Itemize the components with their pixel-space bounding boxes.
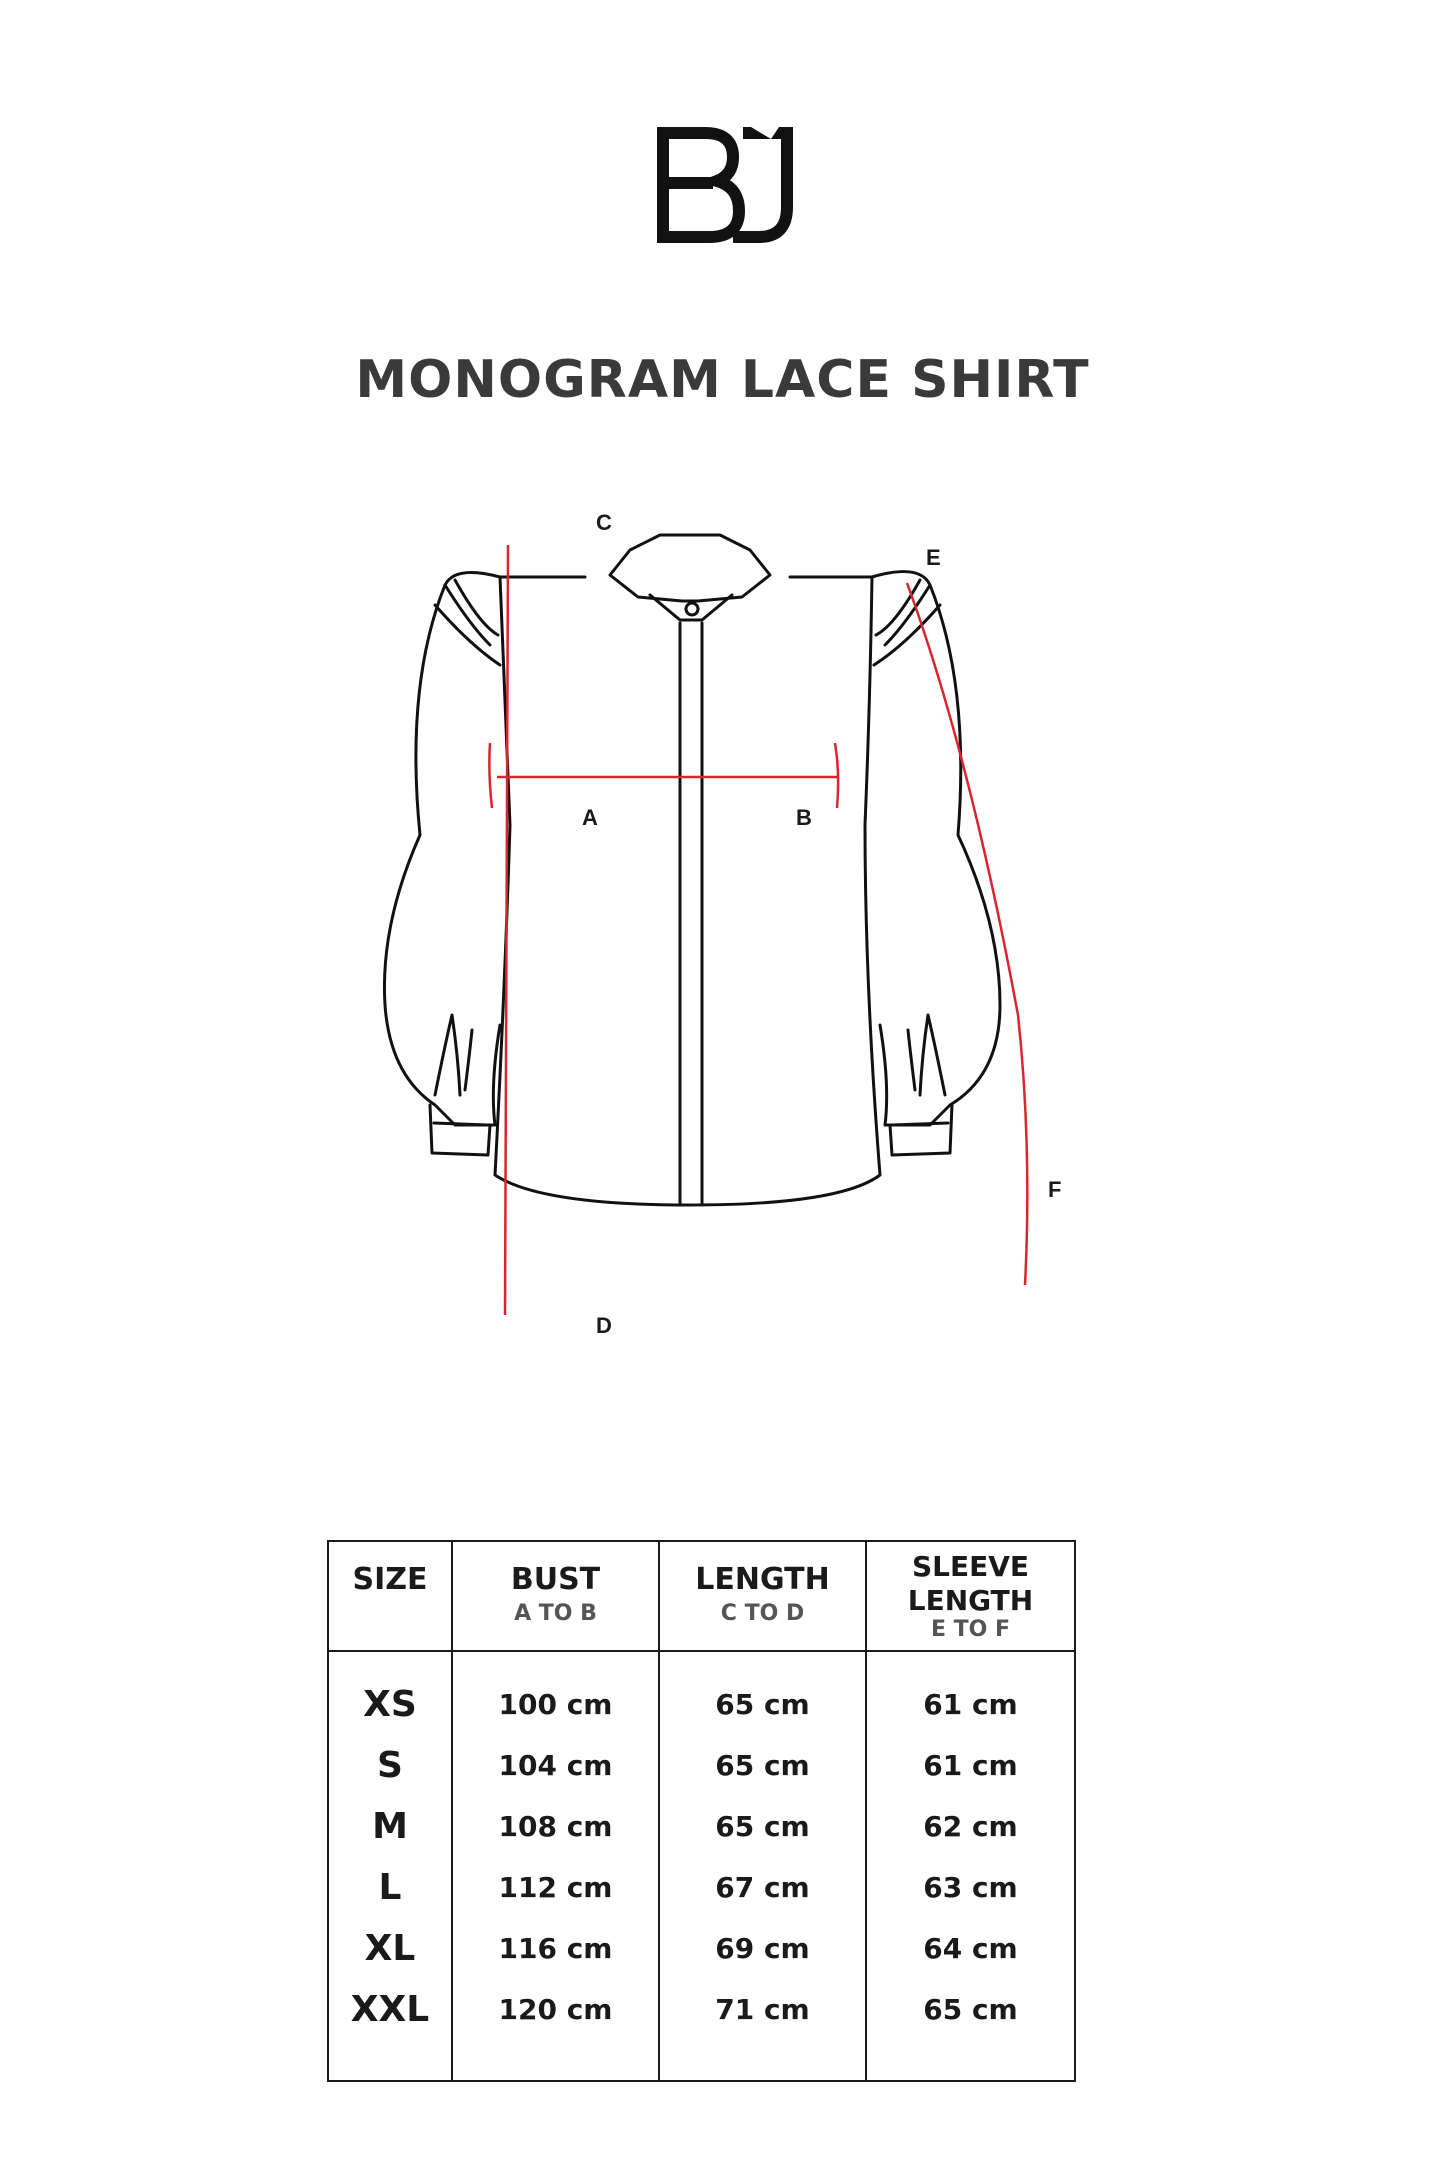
size-cell: XXL [328,1979,452,2040]
label-c: C [596,510,612,535]
header-length: LENGTH C TO D [659,1541,866,1651]
bust-cell: 120 cm [452,1979,659,2040]
length-cell: 69 cm [659,1918,866,1979]
collar [610,535,770,601]
shirt-body-outline [495,577,880,1205]
size-chart-table [327,1540,1076,2082]
bust-cell: 116 cm [452,1918,659,1979]
label-a: A [582,805,598,830]
header-bust: BUST A TO B [452,1541,659,1651]
size-cell: S [328,1735,452,1796]
header-size: SIZE [328,1541,452,1651]
left-cuff [430,1105,490,1155]
table-row [328,1979,1075,2040]
bust-cell: 104 cm [452,1735,659,1796]
sleeve-cell: 62 cm [866,1796,1075,1857]
table-bottom-spacer [328,2040,1075,2081]
sleeve-cell: 64 cm [866,1918,1075,1979]
sleeve-cell: 65 cm [866,1979,1075,2040]
label-f: F [1048,1177,1062,1202]
size-cell: XL [328,1918,452,1979]
sleeve-cell: 63 cm [866,1857,1075,1918]
table-row [328,1918,1075,1979]
product-title: MONOGRAM LACE SHIRT [355,350,1090,410]
table-row [328,1651,1075,1735]
left-sleeve [384,573,500,1126]
table-header-row [328,1541,1075,1651]
size-cell: M [328,1796,452,1857]
label-d: D [596,1313,612,1338]
right-sleeve [872,572,1000,1125]
length-cell: 67 cm [659,1857,866,1918]
length-line [505,545,508,1315]
sleeve-cell: 61 cm [866,1651,1075,1735]
sleeve-cell: 61 cm [866,1735,1075,1796]
shirt-measurement-diagram [360,505,1100,1365]
length-cell: 65 cm [659,1651,866,1735]
header-sleeve-length: SLEEVE LENGTH E TO F [866,1541,1075,1651]
size-cell: L [328,1857,452,1918]
sleeve-length-line [907,583,1027,1285]
collar-button-icon [686,603,698,615]
table-row [328,1735,1075,1796]
bust-cell: 100 cm [452,1651,659,1735]
table-row [328,1796,1075,1857]
label-e: E [926,545,941,570]
length-cell: 71 cm [659,1979,866,2040]
length-cell: 65 cm [659,1796,866,1857]
brand-logo [655,125,795,245]
table-row [328,1857,1075,1918]
length-cell: 65 cm [659,1735,866,1796]
label-b: B [796,805,812,830]
bust-cell: 108 cm [452,1796,659,1857]
size-cell: XS [328,1651,452,1735]
bust-cell: 112 cm [452,1857,659,1918]
